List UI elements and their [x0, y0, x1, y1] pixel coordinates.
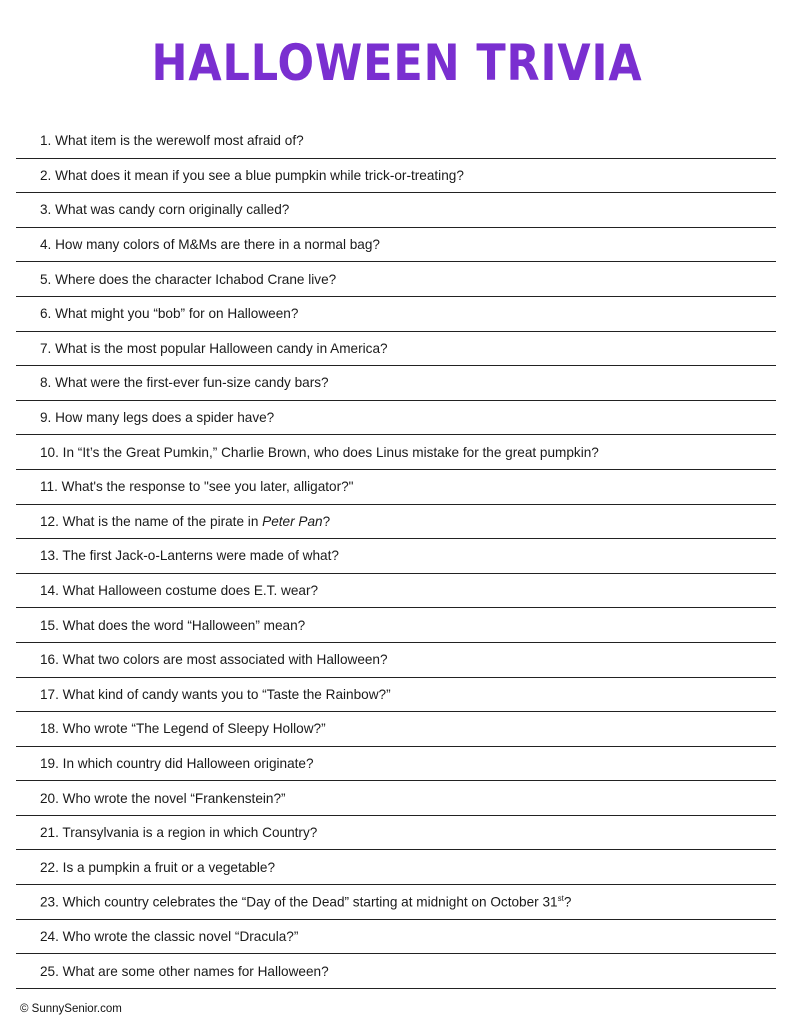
question-row-13	[16, 539, 776, 574]
question-text: 25. What are some other names for Halloween?	[40, 963, 329, 979]
question-row-24	[16, 920, 776, 955]
question-row-12	[16, 505, 776, 540]
question-text: 13. The first Jack-o-Lanterns were made of what?	[40, 548, 339, 564]
question-row-25	[16, 954, 776, 989]
copyright-footer: © SunnySenior.com	[20, 1003, 122, 1015]
question-row-14	[16, 574, 776, 609]
question-text: 9. How many legs does a spider have?	[40, 410, 275, 426]
question-row-8	[16, 366, 776, 401]
question-text: 3. What was candy corn originally called?	[40, 202, 290, 218]
question-row-1	[16, 124, 776, 159]
question-text: 4. How many colors of M&Ms are there in a normal bag?	[40, 237, 380, 253]
question-text	[40, 894, 571, 910]
question-text: 7. What is the most popular Halloween candy in America?	[40, 340, 388, 356]
question-text: 10. In “It’s the Great Pumkin,” Charlie Brown, who does Linus mistake for the great pumpkin?	[40, 444, 599, 460]
question-text: 16. What two colors are most associated with Halloween?	[40, 652, 388, 668]
question-row-20	[16, 781, 776, 816]
question-text: 2. What does it mean if you see a blue pumpkin while trick-or-treating?	[40, 167, 464, 183]
question-text: 22. Is a pumpkin a fruit or a vegetable?	[40, 859, 276, 875]
question-row-21	[16, 816, 776, 851]
question-text-start: 23. Which country celebrates the “Day of the Dead” starting at midnight on October 31	[40, 894, 558, 910]
question-row-19	[16, 747, 776, 782]
question-row-11	[16, 470, 776, 505]
ordinal-suffix: st	[557, 894, 564, 904]
question-text: 21. Transylvania is a region in which Country?	[40, 825, 318, 841]
question-text: 6. What might you “bob” for on Halloween?	[40, 306, 299, 322]
question-text: 14. What Halloween costume does E.T. wear?	[40, 583, 319, 599]
question-text: 19. In which country did Halloween originate?	[40, 755, 314, 771]
question-text: 17. What kind of candy wants you to “Taste the Rainbow?”	[40, 686, 391, 702]
book-title: Peter Pan	[262, 513, 323, 529]
question-row-10	[16, 435, 776, 470]
question-row-5	[16, 262, 776, 297]
question-row-15	[16, 608, 776, 643]
question-row-22	[16, 850, 776, 885]
question-text: 5. Where does the character Ichabod Crane live?	[40, 271, 337, 287]
question-row-16	[16, 643, 776, 678]
question-list	[16, 124, 776, 989]
question-text: 1. What item is the werewolf most afraid of?	[40, 133, 304, 149]
question-row-6	[16, 297, 776, 332]
question-row-2	[16, 159, 776, 194]
question-text: 11. What's the response to "see you later, alligator?"	[40, 479, 354, 495]
question-row-9	[16, 401, 776, 436]
question-text-start: 12. What is the name of the pirate in	[40, 513, 263, 529]
question-row-17	[16, 678, 776, 713]
question-text-end: ?	[563, 894, 572, 910]
question-text: 18. Who wrote “The Legend of Sleepy Hollow?”	[40, 721, 326, 737]
question-row-23	[16, 885, 776, 920]
question-text: 8. What were the first-ever fun-size candy bars?	[40, 375, 329, 391]
page-title: HALLOWEEN TRIVIA	[151, 34, 643, 92]
question-text: 20. Who wrote the novel “Frankenstein?”	[40, 790, 286, 806]
question-row-18	[16, 712, 776, 747]
question-row-4	[16, 228, 776, 263]
question-row-7	[16, 332, 776, 367]
question-text-end: ?	[322, 513, 331, 529]
question-text: 24. Who wrote the classic novel “Dracula?”	[40, 928, 299, 944]
question-text	[40, 514, 330, 529]
question-text: 15. What does the word “Halloween” mean?	[40, 617, 306, 633]
question-row-3	[16, 193, 776, 228]
